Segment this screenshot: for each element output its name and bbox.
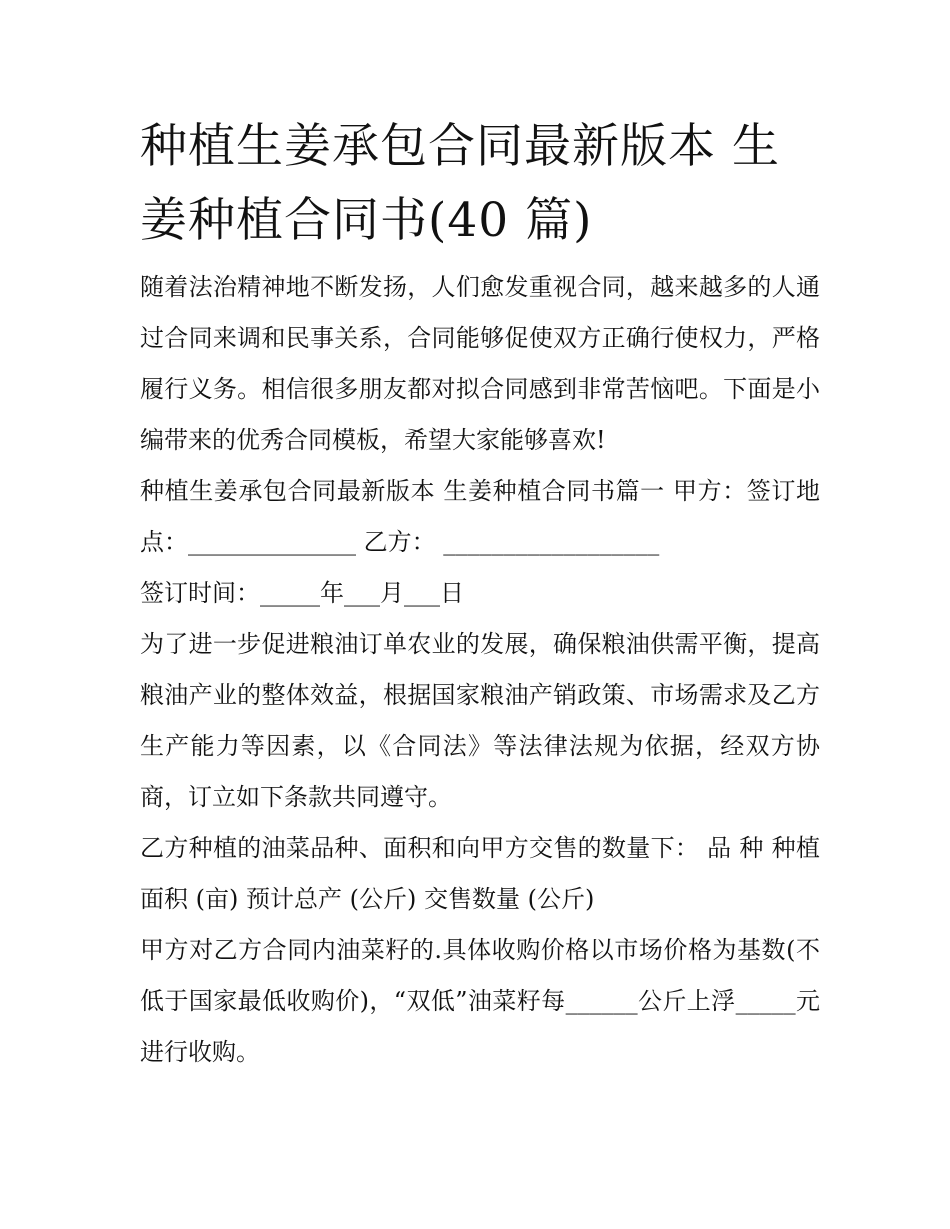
intro-paragraph: 随着法治精神地不断发扬，人们愈发重视合同，越来越多的人通过合同来调和民事关系，合同能够促使双方正确行使权力，严格履行义务。相信很多朋友都对拟合同感到非常苦恼吧。下面是小编带来的优秀合同模板，希望大家能够喜欢! [140, 273, 820, 454]
purpose-paragraph: 为了进一步促进粮油订单农业的发展，确保粮油供需平衡，提高粮油产业的整体效益，根据国家粮油产销政策、市场需求及乙方生产能力等因素，以《合同法》等法律法规为依据，经双方协商，订立如下条款共同遵守。 [140, 630, 820, 811]
contract-parties-paragraph: 种植生姜承包合同最新版本 生姜种植合同书篇一 甲方：签订地点：______________ 乙方： __________________ [140, 477, 820, 556]
signing-time-paragraph: 签订时间：_____年___月___日 [140, 579, 464, 607]
pricing-paragraph: 甲方对乙方合同内油菜籽的.具体收购价格以市场价格为基数(不低于国家最低收购价)，“双低”油菜籽每______公斤上浮_____元进行收购。 [140, 936, 820, 1066]
document-title: 种植生姜承包合同最新版本 生姜种植合同书(40 篇) [140, 119, 780, 248]
planting-details-paragraph: 乙方种植的油菜品种、面积和向甲方交售的数量下： 品 种 种植面积 (亩) 预计总产 (公斤) 交售数量 (公斤) [140, 834, 820, 913]
document-page [140, 110, 820, 1078]
